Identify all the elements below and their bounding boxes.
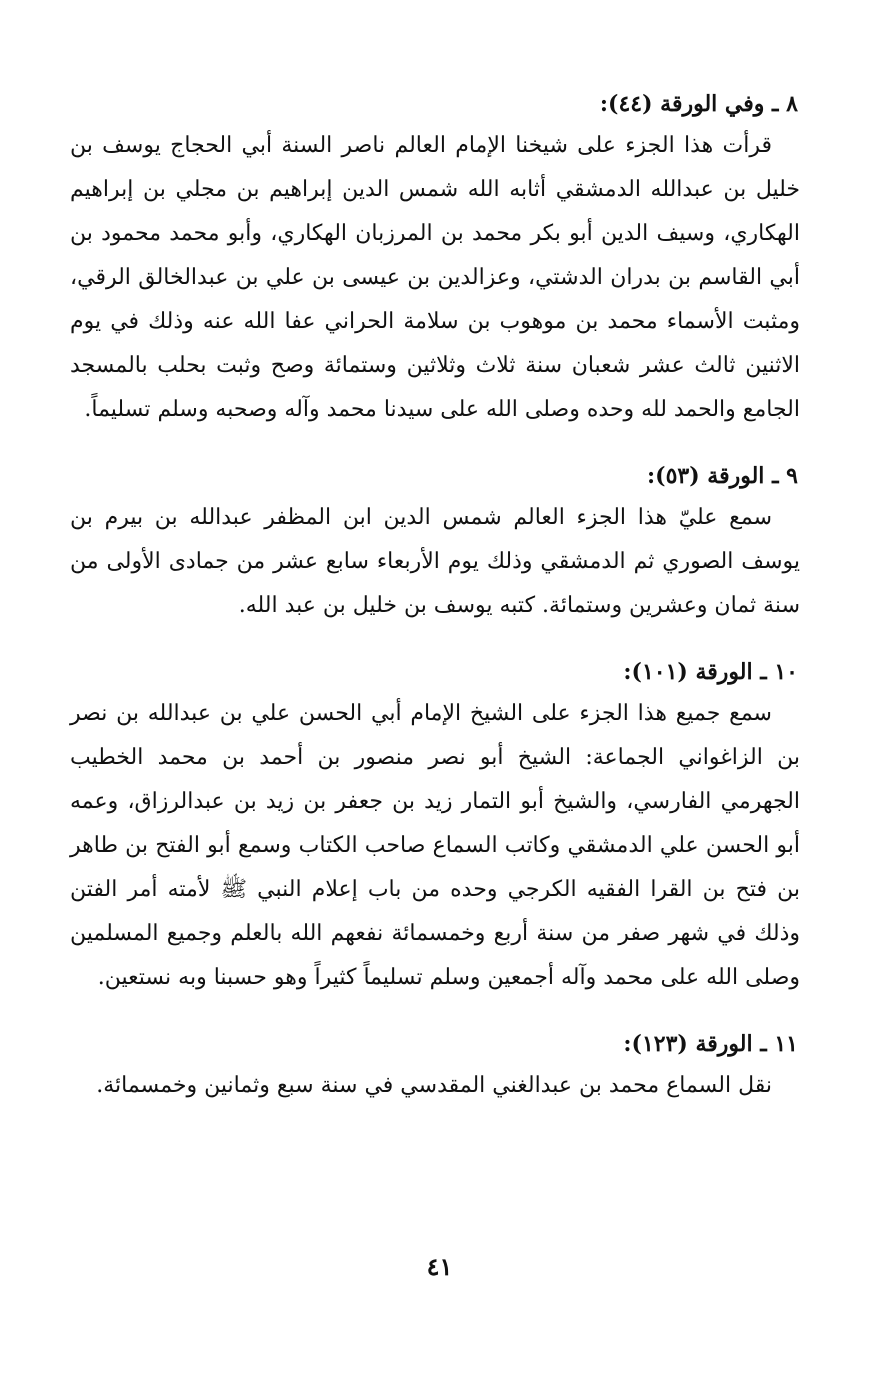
section-heading: ١١ ـ الورقة (١٢٣):	[623, 1031, 798, 1057]
section-paragraph	[70, 1064, 800, 1108]
section-11	[70, 1024, 800, 1108]
section-paragraph	[70, 496, 800, 628]
section-heading: ٨ ـ وفي الورقة (٤٤):	[599, 91, 798, 117]
section-9	[70, 456, 800, 628]
page-number: ٤١	[426, 1252, 453, 1281]
section-paragraph	[70, 124, 800, 432]
section-heading: ٩ ـ الورقة (٥٣):	[647, 463, 798, 489]
section-body-text: سمع جميع هذا الجزء على الشيخ الإمام أبي الحسن علي بن عبدالله بن نصر بن الزاغواني الجماعة: الشيخ أبو نصر منصور بن أحمد بن محمد الخطيب الجهرمي الفارسي، والشيخ أبو التمار زيد بن جعفر بن زيد بن عبدالرزاق، وعمه أبو الحسن علي الدمشقي وكاتب السماع صاحب الكتاب وسمع أبو الفتح بن طاهر بن فتح بن القرا الفقيه الكرجي وحده من باب إعلام النبي ﷺ لأمته أمر الفتن وذلك في شهر صفر من سنة أربع وخمسمائة نفعهم الله بالعلم وجميع المسلمين وصلى الله على محمد وآله أجمعين وسلم تسليماً كثيراً وهو حسبنا وبه نستعين.	[70, 701, 800, 990]
section-10	[70, 652, 800, 1000]
section-paragraph	[70, 692, 800, 1000]
section-body-text: نقل السماع محمد بن عبدالغني المقدسي في سنة سبع وثمانين وخمسمائة.	[96, 1073, 772, 1098]
page-content	[70, 84, 800, 1132]
section-body-text: قرأت هذا الجزء على شيخنا الإمام العالم ناصر السنة أبي الحجاج يوسف بن خليل بن عبدالله الدمشقي أثابه الله شمس الدين إبراهيم بن مجلي بن إبراهيم الهكاري، وسيف الدين أبو بكر محمد بن المرزبان الهكاري، وأبو محمد محمود بن أبي القاسم بن بدران الدشتي، وعزالدين بن عيسى بن علي بن عبدالخالق الرقي، ومثبت الأسماء محمد بن موهوب بن سلامة الحراني عفا الله عنه وذلك في يوم الاثنين ثالث عشر شعبان سنة ثلاث وثلاثين وستمائة وصح وثبت بحلب بالمسجد الجامع والحمد لله وحده وصلى الله على سيدنا محمد وآله وصحبه وسلم تسليماً.	[70, 133, 800, 422]
section-8	[70, 84, 800, 432]
section-body-text: سمع عليّ هذا الجزء العالم شمس الدين ابن المظفر عبدالله بن بيرم بن يوسف الصوري ثم الدمشقي وذلك يوم الأربعاء سابع عشر من جمادى الأولى من سنة ثمان وعشرين وستمائة. كتبه يوسف بن خليل بن عبد الله.	[70, 505, 800, 618]
section-heading: ١٠ ـ الورقة (١٠١):	[623, 659, 798, 685]
